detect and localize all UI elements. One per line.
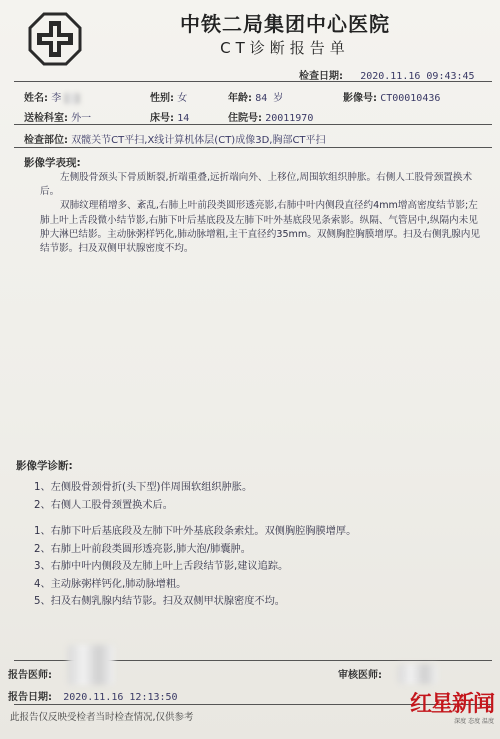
exam-part: 检查部位: 双髋关节CT平扫,X线计算机体层(CT)成像3D,胸部CT平扫 (24, 135, 326, 146)
diagnosis-item: 3、右肺中叶内侧段及左肺上叶上舌段结节影,建议追踪。 (34, 561, 289, 573)
diagnosis-item: 4、主动脉粥样钙化,肺动脉增粗。 (34, 578, 187, 590)
findings-paragraph-2: 双肺纹理稍增多、紊乱,右肺上叶前段类圆形透亮影,右肺中叶内侧段直径约4mm增高密度结节影;左肺上叶上舌段微小结节影,右肺下叶后基底段及左肺下叶外基底段见条索影。纵隔、气管居中,纵隔内未见肿大淋巴结影。主动脉粥样钙化,肺动脉增粗,主干直径约35mm。双侧胸腔胸膜增厚。扫及右侧乳腺内见结节影。扫及双侧甲状腺密度不均。 (40, 200, 480, 255)
diagnosis-item: 1、左侧股骨颈骨折(头下型)伴周围软组织肿胀。 (34, 482, 253, 493)
exam-date (299, 67, 475, 82)
diagnosis-item: 2、右侧人工股骨颈置换术后。 (34, 499, 173, 511)
diagnosis-item: 1、右肺下叶后基底段及左肺下叶外基底段条索灶。双侧胸腔胸膜增厚。 (34, 526, 357, 537)
exam-part-value: 双髋关节CT平扫,X线计算机体层(CT)成像3D,胸部CT平扫 (71, 135, 326, 146)
diagnosis-group-2 (34, 522, 356, 610)
referring-dept: 送检科室: 外一 (24, 113, 92, 124)
report-doctor: 报告医师: (8, 670, 52, 681)
divider-exam-part (14, 147, 492, 148)
patient-sex-value: 女 (177, 93, 188, 104)
redacted-name (64, 93, 80, 104)
image-number: 影像号: CT00010436 (343, 93, 441, 104)
redacted-doctor-signature (68, 645, 114, 685)
bed-number-value: 14 (177, 113, 190, 124)
divider-patient (14, 124, 492, 125)
exam-date-value: 2020.11.16 09:43:45 (360, 71, 475, 82)
patient-sex: 性别: 女 (150, 93, 188, 104)
divider-top (14, 81, 492, 82)
referring-dept-value: 外一 (71, 113, 92, 124)
findings-paragraph-1: 左侧股骨颈头下骨质断裂,折端重叠,远折端向外、上移位,周围软组织肿胀。右侧人工股骨颈置换术后。 (40, 172, 473, 198)
diagnosis-group-1 (34, 478, 252, 513)
disclaimer: 此报告仅反映受检者当时检查情况,仅供参考 (10, 712, 194, 723)
admission-number: 住院号: 20011970 (228, 113, 314, 124)
admission-number-value: 20011970 (265, 113, 314, 124)
news-watermark (410, 687, 494, 725)
redacted-reviewer-signature (398, 664, 438, 684)
watermark-slogan: 深度 态度 温度 (454, 718, 494, 725)
hospital-name: 中铁二局集团中心医院 (180, 12, 390, 36)
diagnosis-item: 2、右肺上叶前段类圆形透亮影,肺大泡/肺囊肿。 (34, 543, 251, 555)
report-date: 报告日期: 2020.11.16 12:13:50 (8, 692, 178, 703)
reviewer-doctor: 审核医师: (338, 670, 382, 681)
diagnosis-item: 5、扫及右侧乳腺内结节影。扫及双侧甲状腺密度不均。 (34, 596, 285, 608)
patient-name-value: 李 (51, 93, 62, 104)
red-cross-logo-icon (28, 12, 82, 66)
watermark-logo: 红星新闻 (409, 691, 494, 717)
image-number-value: CT00010436 (380, 93, 441, 104)
bed-number: 床号: 14 (150, 113, 190, 124)
report-date-value: 2020.11.16 12:13:50 (63, 692, 178, 703)
patient-age: 年龄: 84 岁 (228, 93, 284, 104)
findings-text (40, 171, 480, 256)
diagnosis-heading: 影像学诊断: (16, 460, 73, 472)
patient-age-value: 84 岁 (255, 93, 284, 104)
findings-heading: 影像学表现: (24, 157, 81, 169)
report-title: CT诊断报告单 (220, 39, 350, 57)
exam-date-label: 检查日期: (299, 71, 343, 82)
patient-name: 姓名: 李 (24, 89, 80, 104)
